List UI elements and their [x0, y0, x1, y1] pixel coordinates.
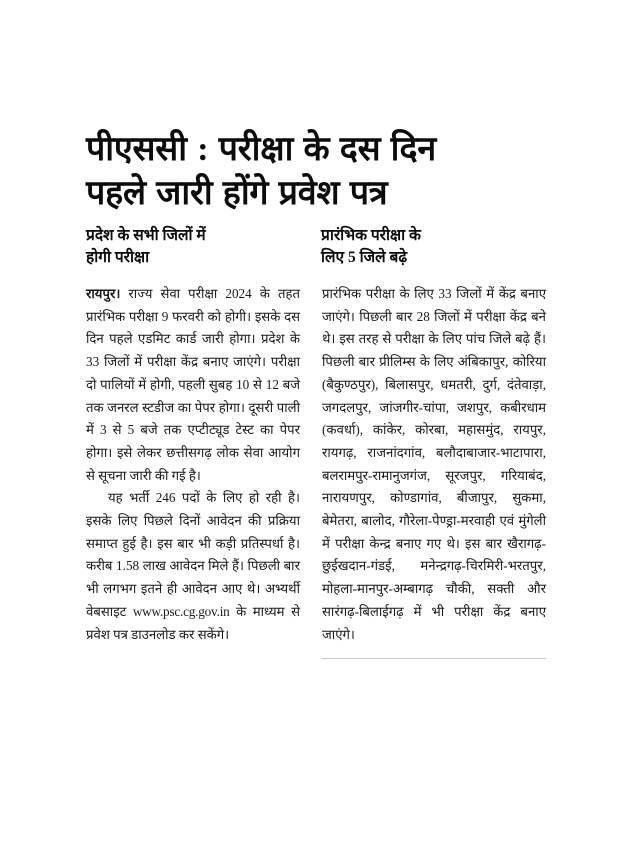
left-paragraph-2-tail: के माध्यम से प्रवेश पत्र डाउनलोड कर सकेंगे।: [86, 603, 300, 642]
dateline: रायपुर।: [86, 286, 121, 302]
body-columns: [86, 283, 548, 659]
left-paragraph-2-text: यह भर्ती 246 पदों के लिए हो रही है। इसके लिए पिछले दिनों आवेदन की प्रक्रिया समाप्त हुई है। इस बार भी कड़ी प्रतिस्पर्धा है। करीब 1.58 लाख आवेदन मिले हैं। पिछली बार भी लगभग इतने ही आवेदन आए थे। अभ्यर्थी वेबसाइट: [86, 490, 300, 619]
deck-right-line-2: लिए 5 जिले बढ़े: [321, 249, 408, 267]
deck-left-line-2: होगी परीक्षा: [86, 249, 150, 267]
deck-right: [321, 225, 544, 269]
article-clipping: [86, 128, 548, 659]
left-paragraph-2: [86, 487, 300, 646]
psc-website-url[interactable]: www.psc.cg.gov.in: [132, 603, 230, 619]
right-paragraph-1: प्रारंभिक परीक्षा के लिए 33 जिलों में केंद्र बनाए जाएंगे। पिछली बार 28 जिलों में परीक्षा केंद्र बने थे। इस तरह से परीक्षा के लिए पांच जिले बढ़े हैं। पिछली बार प्रीलिम्स के लिए अंबिकापुर, कोरिया (बैकुण्ठपुर), बिलासपुर, धमतरी, दुर्ग, दंतेवाड़ा, जगदलपुर, जांजगीर-चांपा, जशपुर, कबीरधाम (कवर्धा), कांकेर, कोरबा, महासमुंद, रायपुर, रायगढ़, राजनांदगांव, बलौदाबाजार-भाटापारा, बलरामपुर-रामानुजगंज, सूरजपुर, गरियाबंद, नारायणपुर, कोण्डागांव, बीजापुर, सुकमा, बेमेतरा, बालोद, गौरेला-पेण्ड्रा-मरवाही एवं मुंगेली में परीक्षा केन्द्र बनाए गए थे। इस बार खैरागढ़-छुईखदान-गंडई, मनेन्द्रगढ़-चिरमिरी-भरतपुर, मोहला-मानपुर-अम्बागढ़ चौकी, सक्ती और सारंगढ़-बिलाईगढ़ में भी परीक्षा केंद्र बनाए जाएंगे।: [322, 286, 546, 642]
left-paragraph-1-text: राज्य सेवा परीक्षा 2024 के तहत प्रारंभिक परीक्षा 9 फरवरी को होगी। इसके दस दिन पहले एडमिट कार्ड जारी होगा। प्रदेश के 33 जिलों में परीक्षा केंद्र बनाए जाएंगे। परीक्षा दो पालियों में होगी, पहली सुबह 10 से 12 बजे तक जनरल स्टडीज का पेपर होगा। दूसरी पाली में 3 से 5 बजे तक एप्टीट्यूड टेस्ट का पेपर होगा। इसे लेकर छत्तीसगढ़ लोक सेवा आयोग से सूचना जारी की गई है।: [86, 286, 300, 483]
headline-line-2: पहले जारी होंगे प्रवेश पत्र: [86, 174, 388, 212]
deck-row: [86, 225, 548, 269]
deck-left-line-1: प्रदेश के सभी जिलों में: [86, 227, 206, 245]
deck-right-line-1: प्रारंभिक परीक्षा के: [321, 227, 421, 245]
body-column-right: [322, 283, 546, 659]
headline-line-1: पीएससी : परीक्षा के दस दिन: [86, 131, 437, 168]
article-headline: [86, 128, 548, 215]
left-paragraph-1: [86, 283, 300, 487]
body-column-left: [86, 283, 300, 646]
column-bottom-rule: [322, 658, 546, 659]
deck-left: [86, 225, 301, 269]
